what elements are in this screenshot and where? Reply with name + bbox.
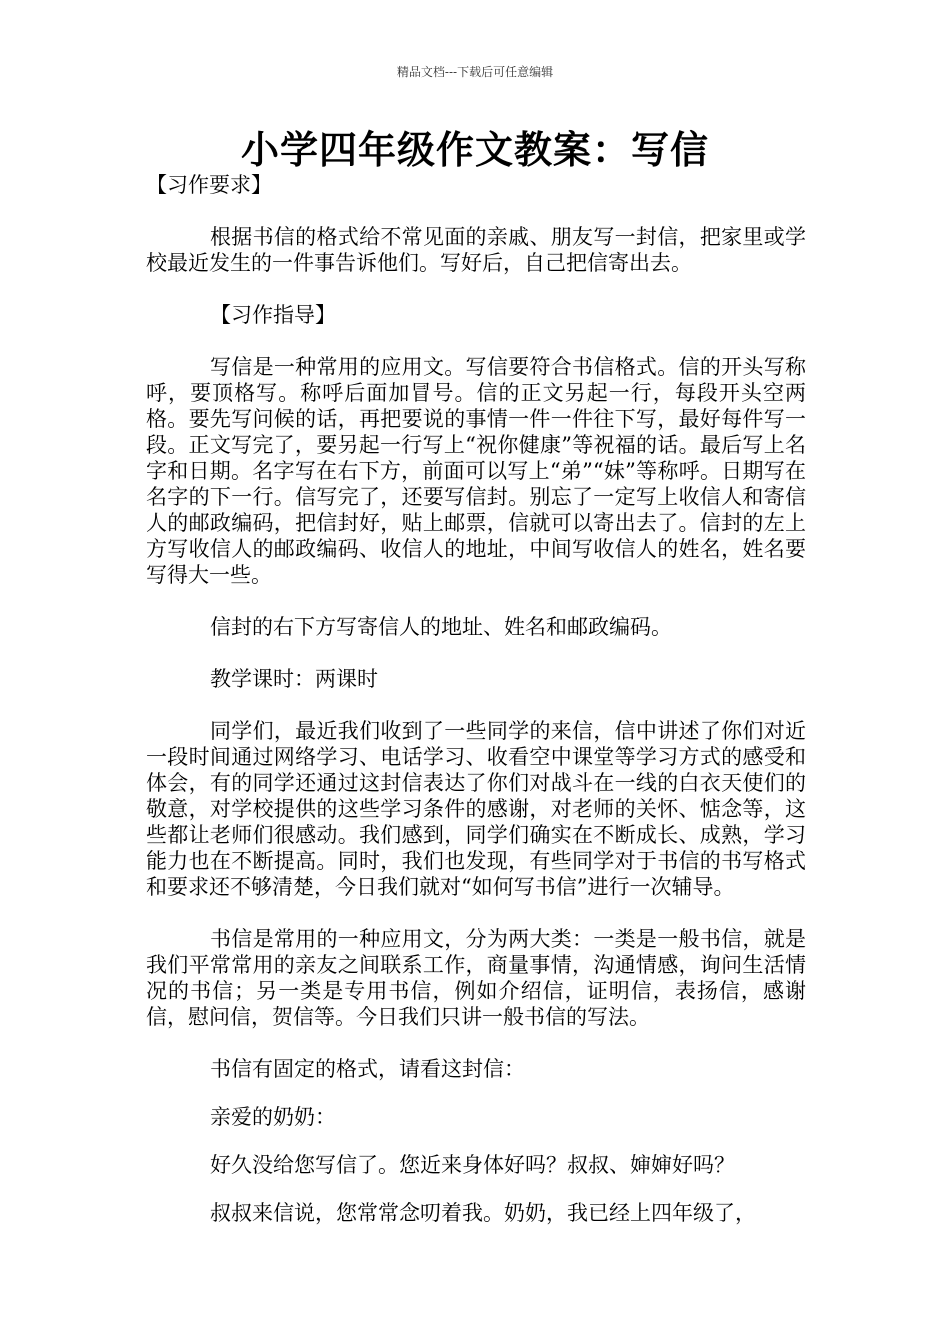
header-note: 精品文档---下载后可任意编辑 <box>396 65 554 79</box>
guidance-heading: 【习作指导】 <box>210 303 336 327</box>
envelope-paragraph: 信封的右下方写寄信人的地址、姓名和邮政编码。 <box>210 615 672 639</box>
guidance-paragraph: 写信是一种常用的应用文。写信要符合书信格式。信的开头写称呼，要顶格写。称呼后面加冒号。信的正文另起一行，每段开头空两格。要先写问候的话，再把要说的事情一件一件往下写，最好每件写一段。正文写完了，要另起一行写上“祝你健康”等祝福的话。最后写上名字和日期。名字写在右下方，前面可以写上“弟”“妹”等称呼。日期写在名字的下一行。信写完了，还要写信封。别忘了一定写上收信人和寄信人的邮政编码，把信封好，贴上邮票，信就可以寄出去了。信封的左上方写收信人的邮政编码、收信人的地址，中间写收信人的姓名，姓名要写得大一些。 <box>146 355 806 587</box>
letter-types-paragraph: 书信是常用的一种应用文，分为两大类：一类是一般书信，就是我们平常常用的亲友之间联系工作，商量事情，沟通情感，询问生活情况的书信；另一类是专用书信，例如介绍信，证明信，表扬信，感谢信，慰问信，贺信等。今日我们只讲一般书信的写法。 <box>146 927 806 1029</box>
intro-paragraph: 同学们，最近我们收到了一些同学的来信，信中讲述了你们对近一段时间通过网络学习、电话学习、收看空中课堂等学习方式的感受和体会，有的同学还通过这封信表达了你们对战斗在一线的白衣天使们的敬意，对学校提供的这些学习条件的感谢，对老师的关怀、惦念等，这些都让老师们很感动。我们感到，同学们确实在不断成长、成熟，学习能力也在不断提高。同时，我们也发现，有些同学对于书信的书写格式和要求还不够清楚，今日我们就对“如何写书信”进行一次辅导。 <box>146 719 806 899</box>
class-hours: 教学课时：两课时 <box>210 667 378 691</box>
requirement-heading: 【习作要求】 <box>146 173 272 197</box>
letter-greeting: 亲爱的奶奶： <box>210 1105 336 1129</box>
letter-line-2: 叔叔来信说，您常常念叨着我。奶奶，我已经上四年级了， <box>210 1201 756 1225</box>
document-body <box>146 172 806 1226</box>
format-paragraph: 书信有固定的格式，请看这封信： <box>210 1057 525 1081</box>
requirement-paragraph: 根据书信的格式给不常见面的亲戚、朋友写一封信，把家里或学校最近发生的一件事告诉他们。写好后，自己把信寄出去。 <box>146 225 806 275</box>
page-title: 小学四年级作文教案：写信 <box>240 127 709 172</box>
letter-line-1: 好久没给您写信了。您近来身体好吗？叔叔、婶婶好吗？ <box>210 1153 735 1177</box>
